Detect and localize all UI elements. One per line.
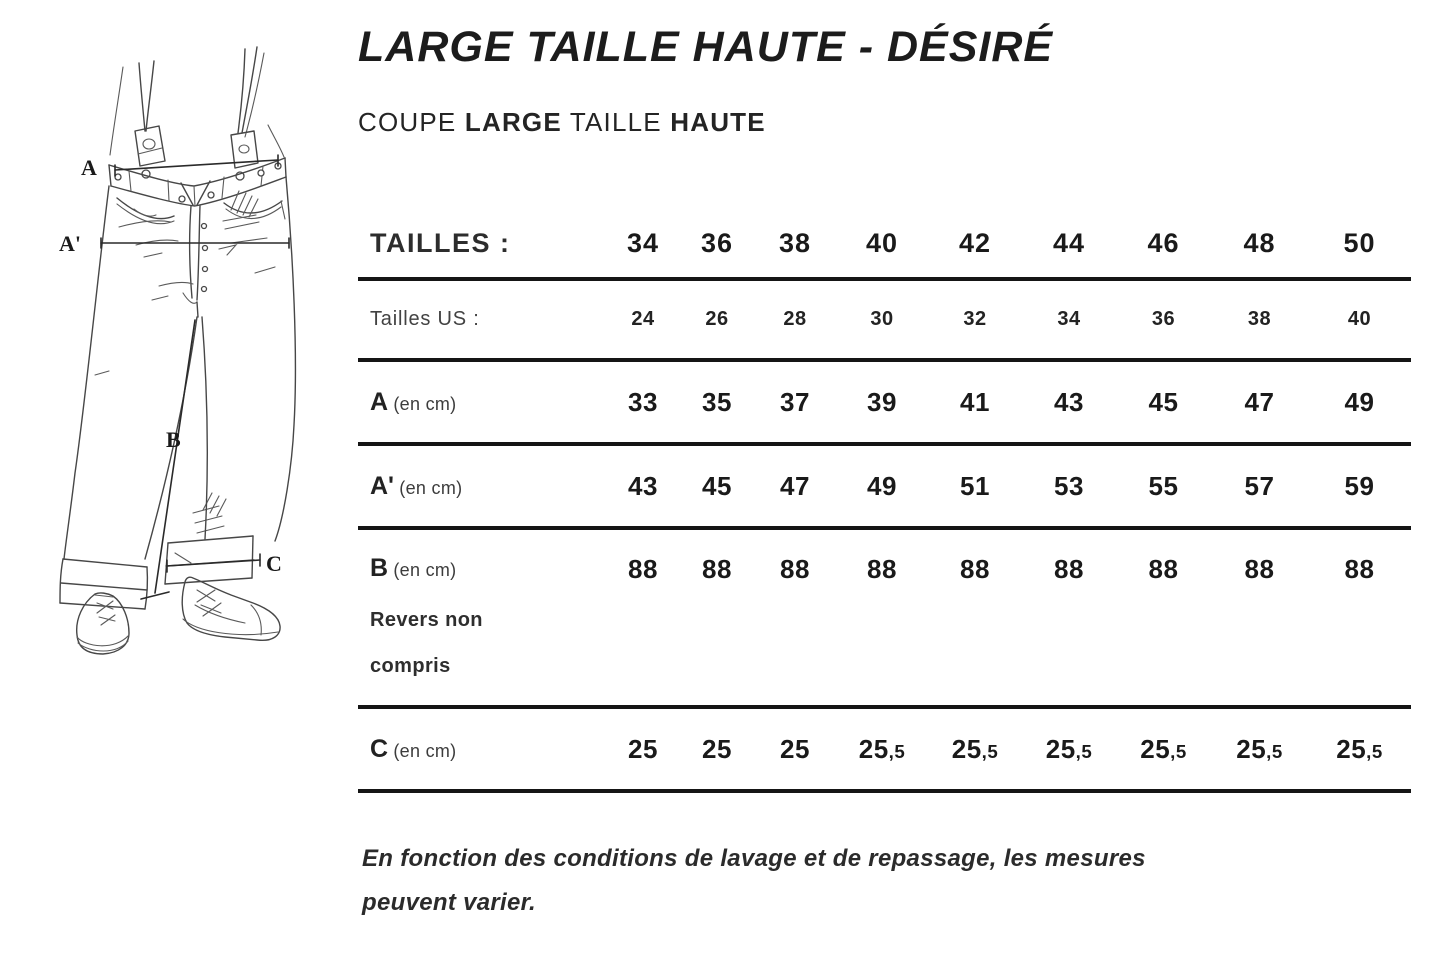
size-value: 42 [958, 228, 992, 258]
dim-label-c: C [266, 551, 282, 576]
size-value: 45 [702, 470, 732, 501]
table-row-a-prime [358, 446, 1411, 530]
care-note-line: peuvent varier. [362, 889, 536, 916]
size-value: 25,5 [1140, 733, 1187, 764]
row-label-note: compris [370, 655, 451, 677]
size-value: 33 [628, 386, 658, 417]
size-value: 88 [1344, 554, 1375, 584]
size-value: 40 [1347, 308, 1372, 330]
size-value: 88 [628, 554, 658, 584]
size-value: 25 [702, 733, 732, 764]
content-area [358, 22, 1411, 925]
size-value: 53 [1054, 470, 1084, 501]
size-value: 45 [1148, 386, 1179, 417]
subtitle-segment: COUPE [358, 107, 465, 137]
size-value: 25,5 [1236, 733, 1283, 764]
size-value: 88 [780, 554, 810, 584]
row-label-note: Revers non [370, 609, 483, 631]
fly-pockets-sketch [117, 198, 285, 317]
size-value: 50 [1343, 228, 1376, 258]
care-note-line: En fonction des conditions de lavage et de repassage, les mesures [362, 845, 1146, 872]
size-value: 32 [963, 308, 987, 330]
row-label: A (en cm) [370, 387, 457, 416]
size-value: 48 [1243, 228, 1276, 258]
size-value: 57 [1244, 470, 1275, 501]
size-value: 88 [867, 554, 897, 584]
size-value: 34 [1057, 308, 1081, 330]
subtitle-segment: LARGE [464, 107, 562, 137]
size-value: 49 [867, 470, 897, 501]
size-value: 44 [1052, 228, 1086, 258]
page-subtitle [358, 105, 1411, 139]
table-row-tailles-us [358, 281, 1411, 362]
size-value: 59 [1344, 470, 1375, 501]
size-value: 24 [631, 308, 655, 330]
size-value: 36 [700, 228, 734, 258]
sneakers-sketch [77, 577, 280, 654]
row-label: Tailles US : [370, 308, 480, 330]
pants-illustration [35, 5, 325, 665]
size-value: 88 [1054, 554, 1084, 584]
size-value: 41 [960, 386, 990, 417]
row-label: B (en cm) Revers non compris [358, 530, 606, 689]
size-value: 88 [1244, 554, 1275, 584]
subtitle-segment: HAUTE [670, 107, 766, 137]
size-value: 36 [1151, 308, 1176, 330]
size-value: 43 [628, 470, 658, 501]
size-value: 39 [867, 386, 897, 417]
row-label: C (en cm) [370, 734, 457, 763]
dim-label-b: B [166, 427, 181, 452]
measurement-lines [101, 155, 289, 599]
size-value: 38 [1247, 308, 1272, 330]
size-value: 25,5 [858, 733, 906, 764]
size-value: 43 [1054, 386, 1084, 417]
size-value: 25,5 [1045, 733, 1093, 764]
size-value: 88 [960, 554, 990, 584]
size-value: 37 [780, 386, 810, 417]
suspenders-sketch [110, 47, 284, 180]
size-value: 49 [1344, 386, 1375, 417]
table-row-c [358, 709, 1411, 793]
size-value: 35 [702, 386, 732, 417]
row-label: A' (en cm) [370, 471, 463, 500]
size-value: 25 [628, 733, 658, 764]
size-value: 25,5 [1336, 733, 1383, 764]
size-value: 34 [626, 228, 660, 258]
size-value: 88 [1148, 554, 1179, 584]
size-value: 47 [780, 470, 810, 501]
table-header-row [358, 210, 1411, 281]
size-value: 26 [705, 308, 729, 330]
size-value: 55 [1148, 470, 1179, 501]
size-value: 47 [1244, 386, 1275, 417]
size-table [358, 210, 1411, 793]
size-value: 51 [960, 470, 990, 501]
size-value: 88 [702, 554, 732, 584]
table-header-label: TAILLES : [370, 228, 511, 258]
size-value: 30 [870, 308, 894, 330]
table-row-a [358, 362, 1411, 446]
subtitle-segment: TAILLE [561, 107, 671, 137]
dim-label-a: A [81, 155, 97, 180]
legs-sketch [60, 177, 295, 609]
table-row-b [358, 530, 1411, 709]
size-value: 25,5 [951, 733, 999, 764]
size-value: 40 [865, 228, 899, 258]
dim-label-a-prime: A' [59, 231, 81, 256]
size-value: 38 [778, 228, 812, 258]
size-value: 28 [783, 308, 807, 330]
size-value: 25 [780, 733, 810, 764]
size-value: 46 [1147, 228, 1180, 258]
page-title: LARGE TAILLE HAUTE - DÉSIRÉ [358, 23, 1054, 71]
care-note [362, 837, 1411, 925]
pants-sketch-svg [35, 5, 325, 665]
